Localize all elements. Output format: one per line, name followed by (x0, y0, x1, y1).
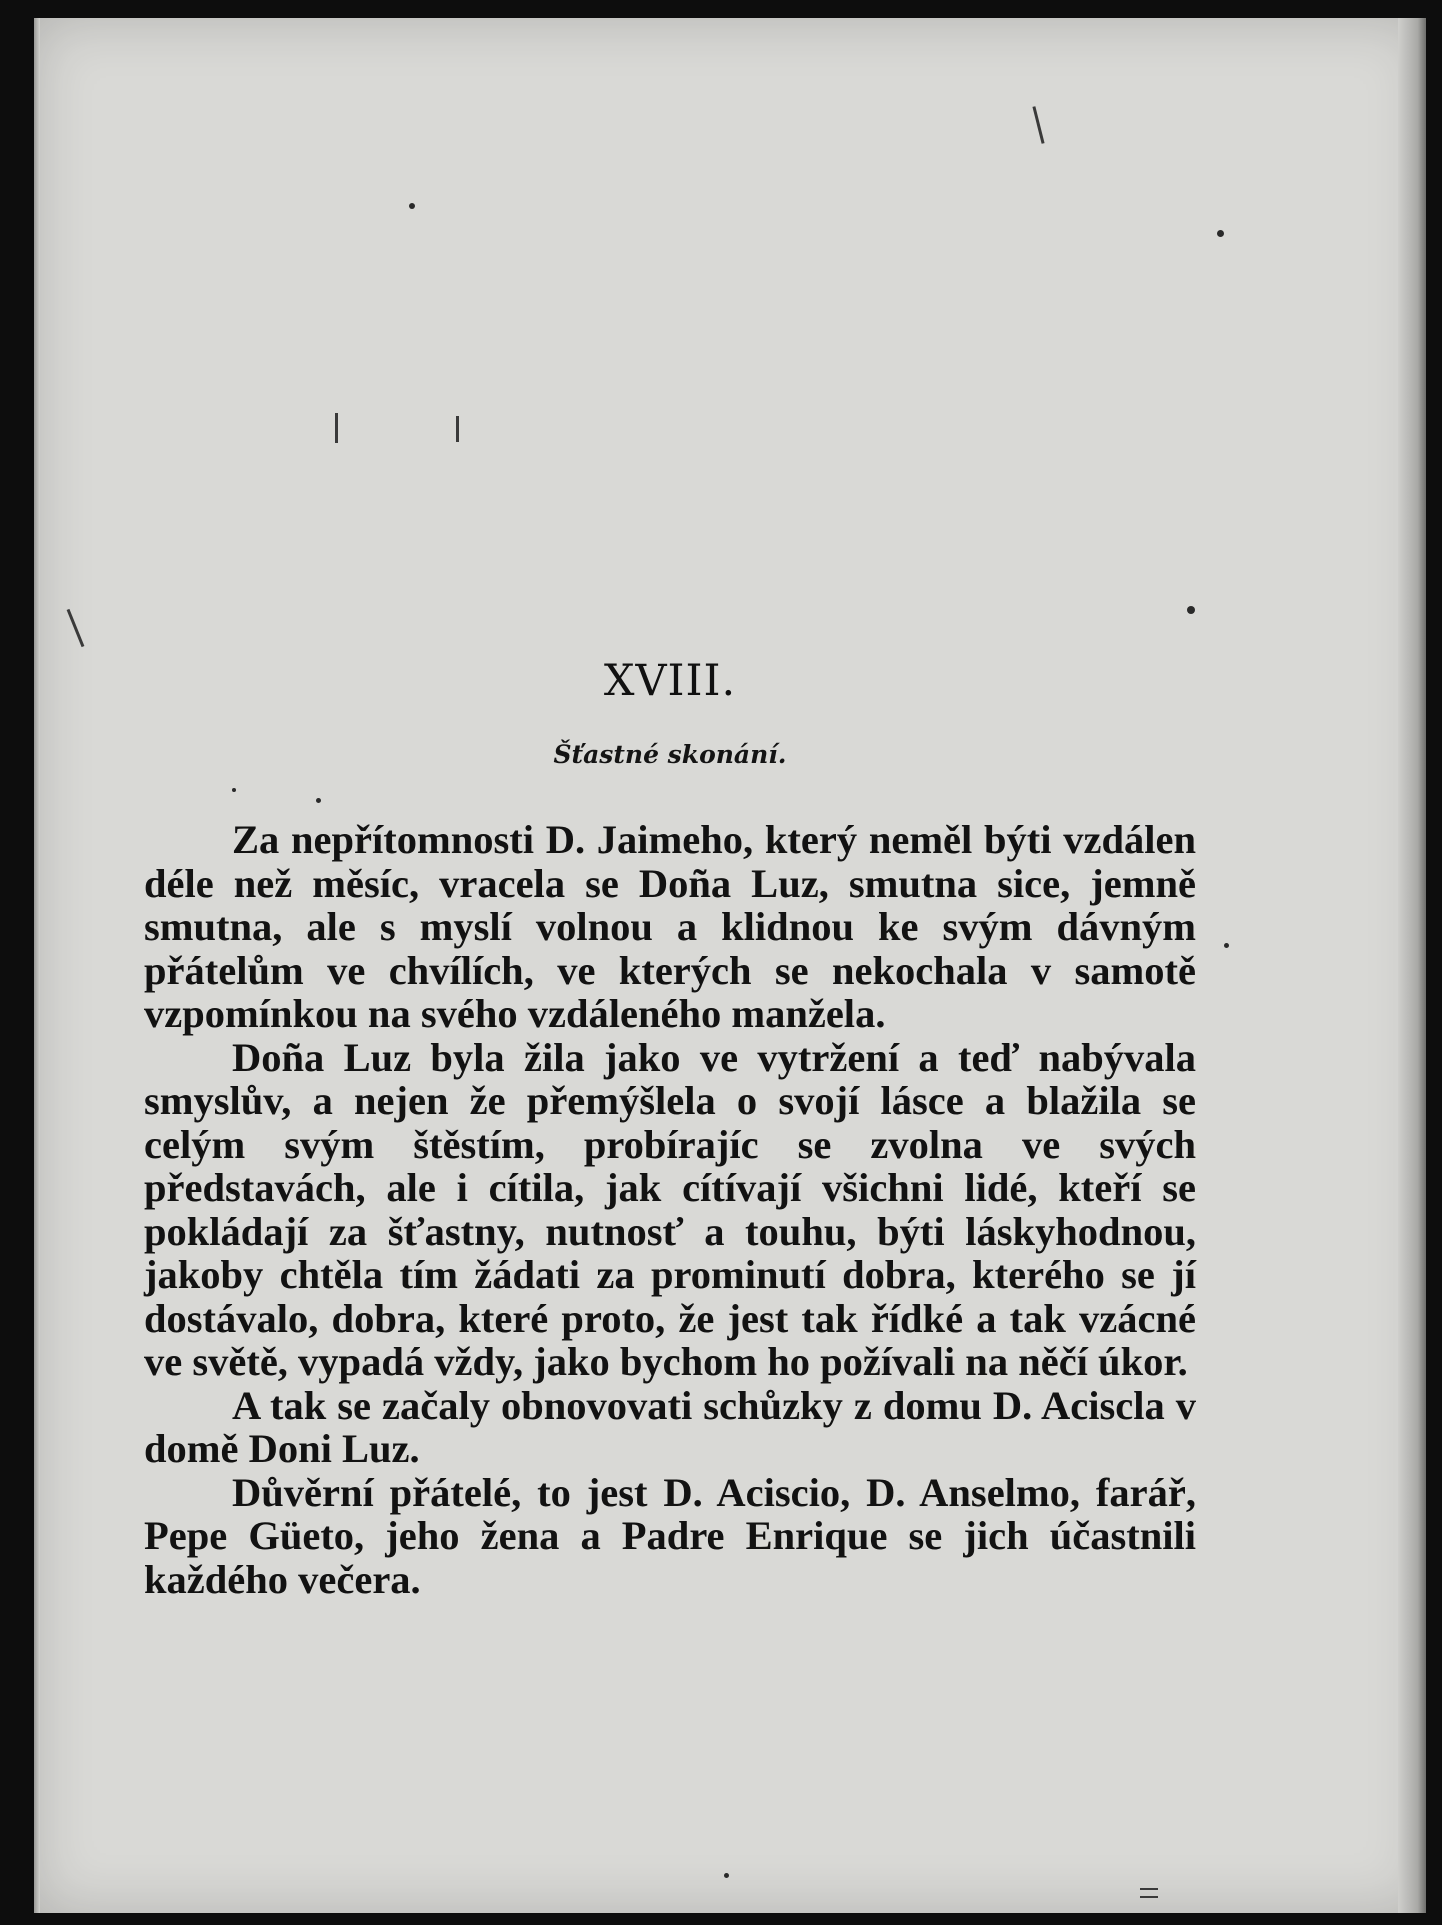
scratch-mark (1140, 1888, 1158, 1890)
scratch-mark (1032, 106, 1044, 144)
body-text (144, 818, 1196, 1601)
paragraph: Doña Luz byla žila jako ve vytržení a teď nabývala smyslův, a nejen že přemýšlela o svojí lásce a blažila se celým svým štěstím, probírajíc se zvolna ve svých představách, ale i cítila, jak cítívají všichni lidé, kteří se pokládají za šťastny, nutnosť a touhu, býti láskyhodnou, jakoby chtěla tím žádati za prominutí dobra, kterého se jí dostávalo, dobra, které proto, že jest tak řídké a tak vzácné ve světě, vypadá vždy, jako bychom ho požívali na něčí úkor. (144, 1034, 1196, 1384)
scratch-mark (456, 416, 459, 442)
scratch-mark (67, 609, 85, 647)
paragraph: Za nepřítomnosti D. Jaimeho, který neměl býti vzdálen déle než měsíc, vracela se Doña Luz, smutna sice, jemně smutna, ale s myslí volnou a klidnou ke svým dávným přátelům ve chvílích, ve kterých se nekochala v samotě vzpomínkou na svého vzdáleného manžela. (144, 817, 1196, 1036)
paragraph: A tak se začaly obnovovati schůzky z domu D. Aciscla v domě Doni Luz. (144, 1382, 1196, 1471)
chapter-title: Šťastné skonání. (553, 740, 787, 769)
chapter-number: XVIII. (603, 656, 737, 706)
dust-speck (232, 788, 236, 792)
scratch-mark (335, 413, 338, 443)
paragraph: Důvěrní přátelé, to jest D. Aciscio, D. Anselmo, farář, Pepe Güeto, jeho žena a Padre Enrique se jich účastnili každého večera. (144, 1469, 1196, 1602)
dust-speck (1224, 943, 1229, 948)
page-left-edge (34, 18, 40, 1913)
dust-speck (724, 1873, 729, 1878)
page-right-edge (1398, 18, 1426, 1913)
dust-speck (1217, 230, 1224, 237)
dust-speck (316, 798, 321, 803)
dust-speck (409, 203, 415, 209)
dust-speck (1187, 606, 1195, 614)
scratch-mark (1140, 1896, 1158, 1898)
